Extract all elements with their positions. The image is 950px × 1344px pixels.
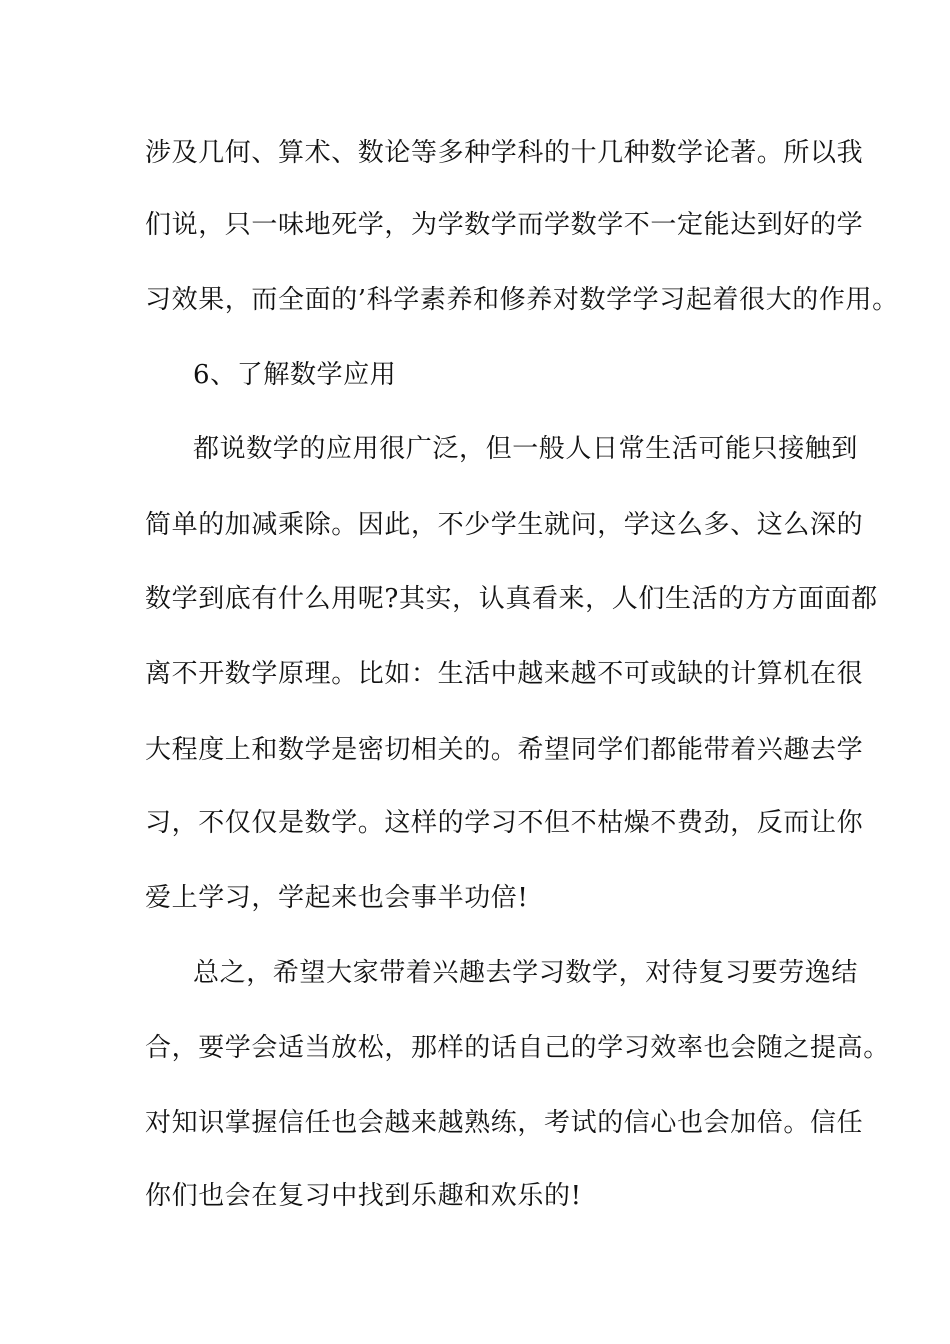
paragraph-line: 对知识掌握信任也会越来越熟练，考试的信心也会加倍。信任 xyxy=(145,1108,864,1138)
paragraph-line: 们说，只一味地死学，为学数学而学数学不一定能达到好的学 xyxy=(145,210,864,240)
paragraph-line: 习，不仅仅是数学。这样的学习不但不枯燥不费劲，反而让你 xyxy=(145,808,864,838)
paragraph-line: 习效果，而全面的’科学素养和修养对数学学习起着很大的作用。 xyxy=(145,285,899,315)
section-heading: 6、了解数学应用 xyxy=(193,360,397,390)
paragraph-line: 爱上学习，学起来也会事半功倍! xyxy=(145,883,529,913)
paragraph-line: 简单的加减乘除。因此，不少学生就问，学这么多、这么深的 xyxy=(145,510,864,540)
paragraph-line: 离不开数学原理。比如：生活中越来越不可或缺的计算机在很 xyxy=(145,659,864,689)
paragraph-line: 数学到底有什么用呢?其实，认真看来，人们生活的方方面面都 xyxy=(145,584,878,614)
paragraph-line: 都说数学的应用很广泛，但一般人日常生活可能只接触到 xyxy=(193,434,859,464)
paragraph-line: 合，要学会适当放松，那样的话自己的学习效率也会随之提高。 xyxy=(145,1033,890,1063)
paragraph-line: 涉及几何、算术、数论等多种学科的十几种数学论著。所以我 xyxy=(145,138,864,168)
paragraph-line: 你们也会在复习中找到乐趣和欢乐的! xyxy=(145,1181,582,1211)
paragraph-line: 总之，希望大家带着兴趣去学习数学，对待复习要劳逸结 xyxy=(193,958,859,988)
paragraph-line: 大程度上和数学是密切相关的。希望同学们都能带着兴趣去学 xyxy=(145,735,864,765)
